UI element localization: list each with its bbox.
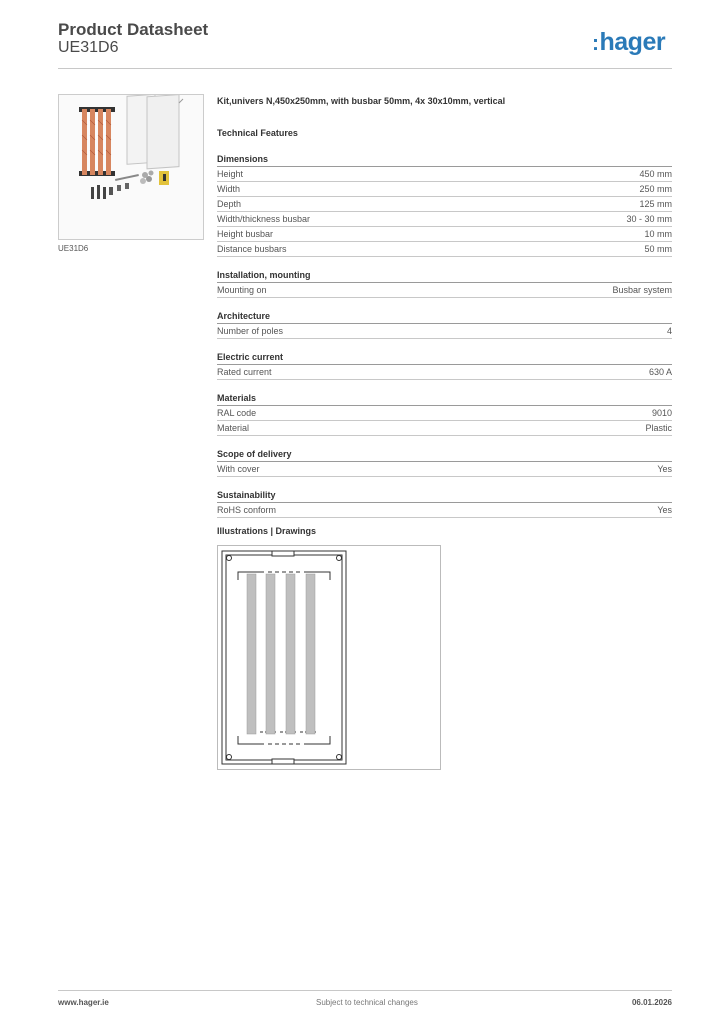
row-label: Width bbox=[217, 184, 241, 194]
row-value: 4 bbox=[666, 326, 672, 336]
group-sustainability bbox=[217, 490, 672, 518]
table-row bbox=[217, 503, 672, 518]
row-label: RAL code bbox=[217, 408, 257, 418]
product-image-caption: UE31D6 bbox=[58, 244, 89, 253]
table-row bbox=[217, 283, 672, 298]
illustrations-title: Illustrations | Drawings bbox=[217, 526, 317, 536]
technical-content bbox=[217, 96, 672, 531]
row-value: 125 mm bbox=[639, 199, 672, 209]
table-row bbox=[217, 406, 672, 421]
row-label: Height busbar bbox=[217, 229, 274, 239]
row-label: Depth bbox=[217, 199, 242, 209]
row-label: With cover bbox=[217, 464, 260, 474]
busbar-drawing bbox=[218, 546, 440, 769]
group-scope-of-delivery bbox=[217, 449, 672, 477]
group-title: Installation, mounting bbox=[217, 270, 672, 283]
row-value: 9010 bbox=[651, 408, 672, 418]
row-value: Yes bbox=[657, 464, 672, 474]
table-row bbox=[217, 462, 672, 477]
group-title: Scope of delivery bbox=[217, 449, 672, 462]
row-label: Number of poles bbox=[217, 326, 284, 336]
group-title: Architecture bbox=[217, 311, 672, 324]
row-label: Material bbox=[217, 423, 250, 433]
product-code: UE31D6 bbox=[58, 39, 119, 56]
product-image bbox=[58, 94, 204, 240]
row-value: 630 A bbox=[648, 367, 672, 377]
row-label: Height bbox=[217, 169, 244, 179]
table-row bbox=[217, 365, 672, 380]
table-row bbox=[217, 212, 672, 227]
product-description: Kit,univers N,450x250mm, with busbar 50mm, 4x 30x10mm, vertical bbox=[217, 96, 506, 106]
row-label: Mounting on bbox=[217, 285, 267, 295]
table-row bbox=[217, 167, 672, 182]
group-title: Materials bbox=[217, 393, 672, 406]
footer-notice: Subject to technical changes bbox=[316, 998, 418, 1007]
group-electric-current bbox=[217, 352, 672, 380]
row-label: Distance busbars bbox=[217, 244, 287, 254]
group-materials bbox=[217, 393, 672, 436]
footer-date: 06.01.2026 bbox=[631, 998, 672, 1007]
table-row bbox=[217, 227, 672, 242]
product-kit-illustration bbox=[59, 95, 203, 239]
row-value: 50 mm bbox=[644, 244, 672, 254]
header-divider bbox=[58, 68, 672, 69]
group-installation bbox=[217, 270, 672, 298]
row-value: Busbar system bbox=[612, 285, 672, 295]
footer-divider bbox=[58, 990, 672, 991]
table-row bbox=[217, 242, 672, 257]
table-row bbox=[217, 197, 672, 212]
row-value: 250 mm bbox=[639, 184, 672, 194]
table-row bbox=[217, 182, 672, 197]
row-value: 450 mm bbox=[639, 169, 672, 179]
table-row bbox=[217, 324, 672, 339]
technical-features-title: Technical Features bbox=[217, 128, 298, 138]
logo-text: hager bbox=[599, 28, 666, 56]
page-title: Product Datasheet bbox=[58, 20, 209, 39]
footer-website-link[interactable]: www.hager.ie bbox=[58, 998, 109, 1007]
row-value: 10 mm bbox=[644, 229, 672, 239]
group-title: Sustainability bbox=[217, 490, 672, 503]
row-label: Rated current bbox=[217, 367, 272, 377]
technical-drawing bbox=[217, 545, 441, 770]
row-value: 30 - 30 mm bbox=[626, 214, 672, 224]
group-title: Electric current bbox=[217, 352, 672, 365]
row-value: Plastic bbox=[645, 423, 672, 433]
row-label: RoHS conform bbox=[217, 505, 277, 515]
row-label: Width/thickness busbar bbox=[217, 214, 311, 224]
hager-logo: :hager bbox=[592, 28, 666, 56]
group-architecture bbox=[217, 311, 672, 339]
table-row bbox=[217, 421, 672, 436]
group-title: Dimensions bbox=[217, 154, 672, 167]
group-dimensions bbox=[217, 154, 672, 257]
row-value: Yes bbox=[657, 505, 672, 515]
